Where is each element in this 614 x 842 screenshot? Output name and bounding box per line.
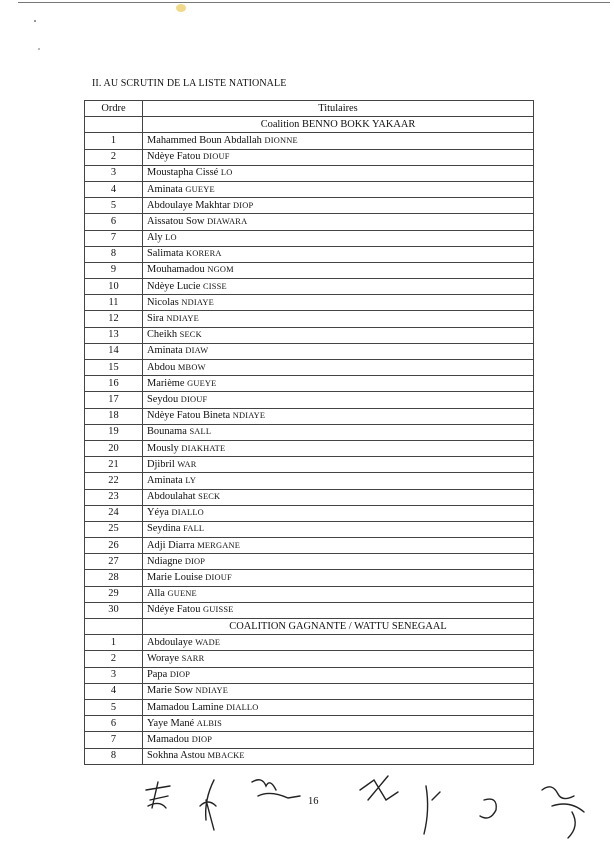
last-name: LO (220, 168, 233, 178)
order-number: 10 (85, 279, 143, 295)
last-name: MERGANE (197, 540, 241, 550)
first-name: Salimata (147, 248, 184, 260)
first-name: Marie Louise (147, 572, 203, 584)
last-name: WADE (195, 637, 221, 647)
first-name: Alla (147, 588, 165, 600)
order-number: 6 (85, 716, 143, 732)
last-name: FALL (183, 524, 205, 534)
last-name: DIOP (184, 556, 206, 566)
last-name: NGOM (207, 265, 234, 275)
order-number: 29 (85, 586, 143, 602)
last-name: MBOW (177, 362, 206, 372)
last-name: SECK (179, 330, 202, 340)
section-heading: II. AU SCRUTIN DE LA LISTE NATIONALE (92, 78, 287, 89)
order-number: 2 (85, 149, 143, 165)
last-name: DIALLO (226, 702, 259, 712)
first-name: Abdou (147, 361, 176, 373)
first-name: Ndèye Lucie (147, 280, 201, 292)
section-title: Coalition BENNO BOKK YAKAAR (143, 117, 534, 133)
first-name: Marie Sow (147, 685, 193, 697)
last-name: SECK (198, 492, 221, 502)
order-number: 11 (85, 295, 143, 311)
last-name: DIOP (233, 200, 254, 210)
first-name: Marième (147, 377, 185, 389)
order-number: 26 (85, 538, 143, 554)
first-name: Ndèye Fatou (147, 151, 201, 163)
last-name: ALBIS (196, 718, 222, 728)
order-number: 3 (85, 667, 143, 683)
first-name: Yaye Mané (147, 717, 195, 729)
order-number: 12 (85, 311, 143, 327)
first-name: Ndèye Fatou Bineta (147, 410, 231, 422)
order-number: 13 (85, 327, 143, 343)
order-number: 18 (85, 408, 143, 424)
last-name: CISSE (202, 281, 227, 291)
first-name: Adji Diarra (147, 539, 195, 551)
first-name: Aminata (147, 474, 183, 486)
last-name: DIOUF (203, 152, 230, 162)
first-name: Abdoulahat (147, 491, 196, 503)
last-name: NDIAYE (166, 314, 199, 324)
last-name: KORERA (185, 249, 222, 259)
first-name: Mously (147, 442, 179, 454)
last-name: LO (165, 233, 177, 243)
first-name: Aminata (147, 183, 183, 195)
order-number: 1 (85, 635, 143, 651)
last-name: DIALLO (171, 508, 204, 518)
last-name: DIOP (191, 734, 213, 744)
order-number: 2 (85, 651, 143, 667)
order-number: 14 (85, 343, 143, 359)
first-name: Papa (147, 669, 168, 681)
first-name: Aminata (147, 345, 183, 357)
order-number: 4 (85, 181, 143, 197)
column-header-titulaires: Titulaires (143, 101, 534, 117)
order-number: 17 (85, 392, 143, 408)
order-number: 20 (85, 440, 143, 456)
first-name: Mamadou (147, 733, 190, 745)
last-name: GUEYE (187, 378, 217, 388)
column-header-ordre: Ordre (85, 101, 143, 117)
first-name: Mouhamadou (147, 264, 205, 276)
last-name: DIOUF (180, 394, 208, 404)
last-name: MBACKE (207, 751, 245, 761)
first-name: Nicolas (147, 296, 179, 308)
last-name: DIOP (169, 670, 191, 680)
order-number: 5 (85, 699, 143, 715)
first-name: Woraye (147, 652, 180, 664)
order-number: 19 (85, 424, 143, 440)
order-number: 30 (85, 602, 143, 618)
last-name: DIOUF (205, 573, 232, 583)
section-title: COALITION GAGNANTE / WATTU SENEGAAL (143, 619, 534, 635)
first-name: Bounama (147, 426, 187, 438)
order-number: 8 (85, 748, 143, 764)
first-name: Ndéye Fatou (147, 604, 201, 616)
last-name: DIAKHATE (181, 443, 226, 453)
first-name: Ndiagne (147, 555, 183, 567)
last-name: DIAW (185, 346, 209, 356)
order-number: 28 (85, 570, 143, 586)
first-name: Moustapha Cissé (147, 167, 219, 179)
order-number: 22 (85, 473, 143, 489)
first-name: Yéya (147, 507, 169, 519)
order-number: 25 (85, 521, 143, 537)
last-name: SALL (189, 427, 212, 437)
first-name: Sokhna Astou (147, 750, 206, 762)
last-name: LY (185, 475, 197, 485)
last-name: SARR (181, 653, 205, 663)
order-number: 8 (85, 246, 143, 262)
first-name: Abdoulaye Makhtar (147, 199, 231, 211)
first-name: Djibril (147, 458, 175, 470)
order-number: 1 (85, 133, 143, 149)
page-number: 16 (308, 796, 319, 807)
last-name: DIONNE (264, 135, 298, 145)
first-name: Sira (147, 313, 164, 325)
order-number: 4 (85, 683, 143, 699)
order-number: 24 (85, 505, 143, 521)
order-number: 27 (85, 554, 143, 570)
last-name: GUEYE (185, 184, 215, 194)
first-name: Mahammed Boun Abdallah (147, 134, 262, 146)
order-number: 21 (85, 457, 143, 473)
last-name: GUISSE (203, 605, 234, 615)
last-name: NDIAYE (232, 411, 266, 421)
last-name: WAR (177, 459, 197, 469)
first-name: Aissatou Sow (147, 215, 205, 227)
last-name: NDIAYE (181, 297, 214, 307)
order-number: 9 (85, 262, 143, 278)
first-name: Abdoulaye (147, 636, 193, 648)
order-number: 7 (85, 732, 143, 748)
order-number: 6 (85, 214, 143, 230)
order-number: 15 (85, 360, 143, 376)
last-name: NDIAYE (195, 686, 229, 696)
order-number: 7 (85, 230, 143, 246)
order-number: 16 (85, 376, 143, 392)
first-name: Cheikh (147, 329, 178, 341)
first-name: Aly (147, 232, 163, 244)
order-number: 23 (85, 489, 143, 505)
first-name: Seydina (147, 523, 181, 535)
last-name: DIAWARA (207, 216, 248, 226)
first-name: Seydou (147, 393, 179, 405)
first-name: Mamadou Lamine (147, 701, 224, 713)
last-name: GUENE (167, 589, 197, 599)
order-number: 3 (85, 165, 143, 181)
order-number: 5 (85, 198, 143, 214)
